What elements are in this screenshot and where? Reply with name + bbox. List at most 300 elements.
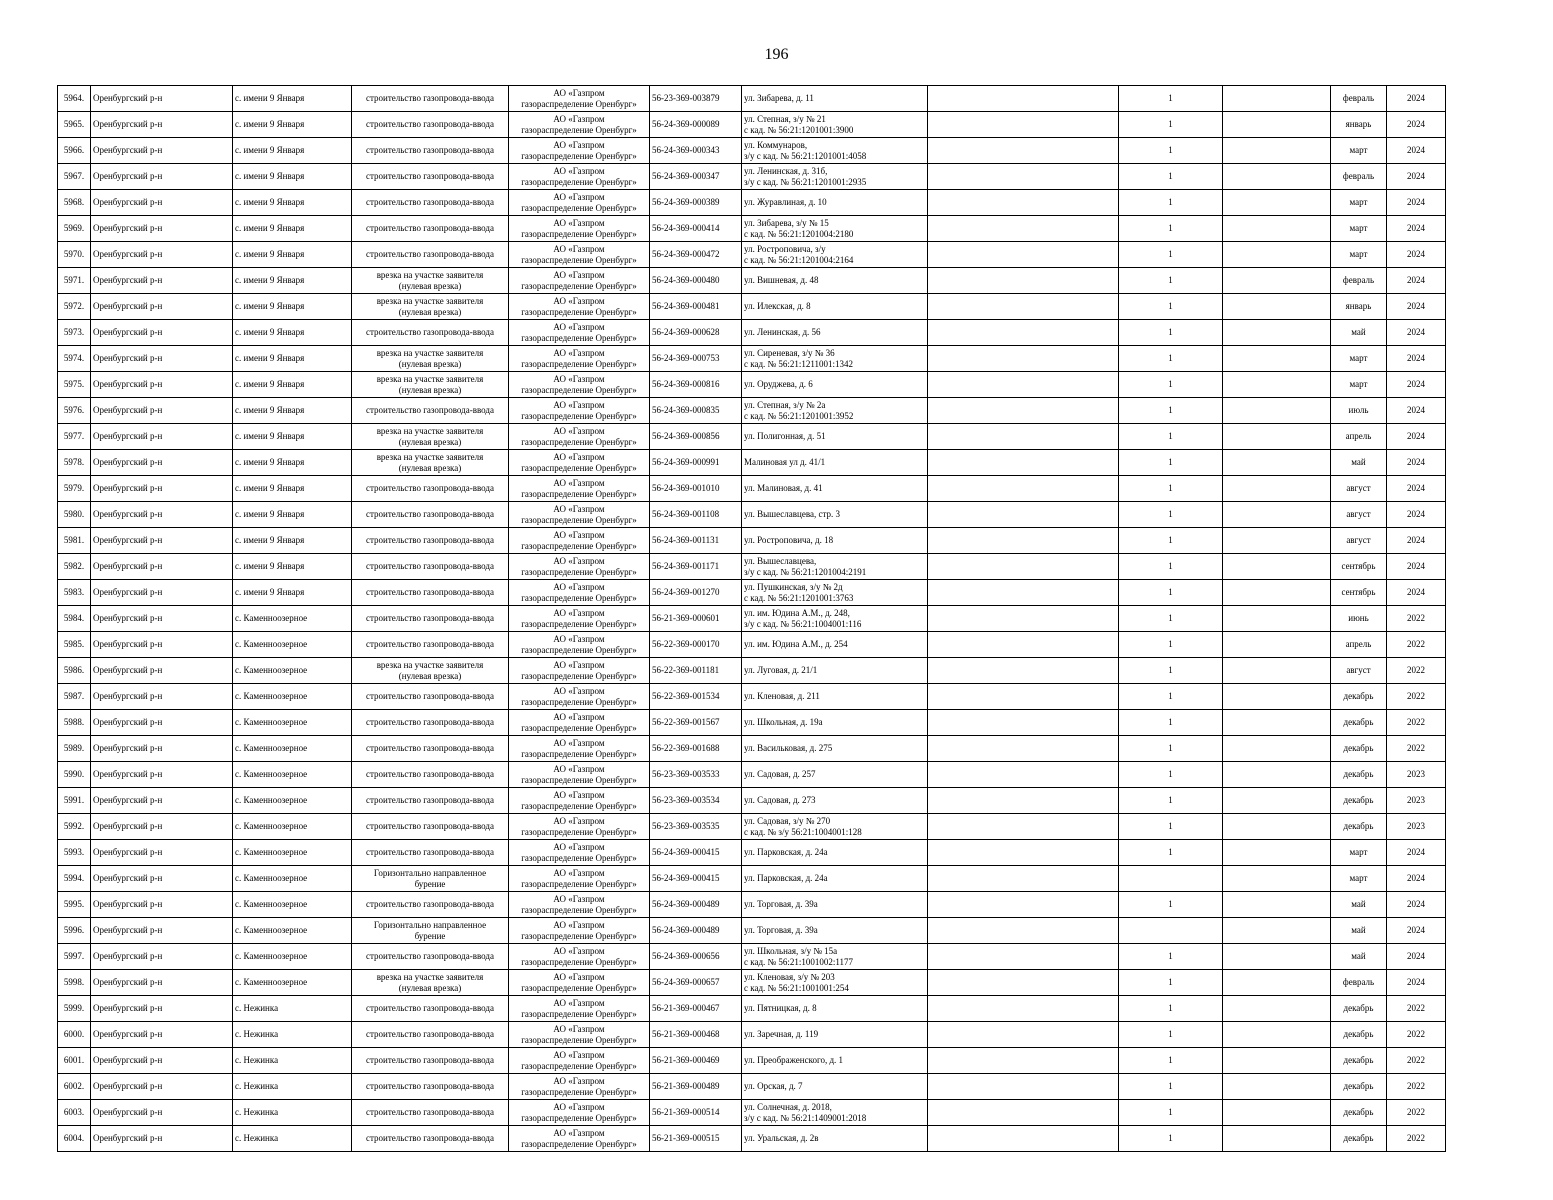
district-cell: Оренбургский р-н (91, 1100, 233, 1126)
address-cell-line: ул. Илекская, д. 8 (744, 301, 811, 311)
address-cell-line: с кад. № 56:21:1201001:3763 (744, 592, 854, 603)
empty-cell (1223, 268, 1331, 294)
table-row (58, 892, 1446, 918)
address-cell (742, 1074, 928, 1100)
settlement-cell: с. Каменноозерное (233, 658, 352, 684)
address-cell (742, 762, 928, 788)
work-type-cell-line: бурение (414, 878, 446, 889)
month-cell: май (1331, 944, 1387, 970)
organization-cell (509, 424, 650, 450)
organization-cell (509, 138, 650, 164)
year-cell: 2024 (1387, 216, 1446, 242)
quantity-cell: 1 (1119, 1100, 1223, 1126)
month-cell: сентябрь (1331, 580, 1387, 606)
organization-cell-line: газораспределение Оренбург» (521, 1138, 637, 1149)
table-row (58, 632, 1446, 658)
work-type-cell (352, 216, 509, 242)
address-cell (742, 788, 928, 814)
month-cell: март (1331, 190, 1387, 216)
work-type-cell-line: строительство газопровода-ввода (366, 119, 494, 129)
month-cell: июнь (1331, 606, 1387, 632)
table-row (58, 788, 1446, 814)
application-code-cell: 56-21-369-000469 (650, 1048, 742, 1074)
work-type-cell-line: строительство газопровода-ввода (366, 1029, 494, 1039)
year-cell: 2024 (1387, 242, 1446, 268)
application-code-cell: 56-21-369-000515 (650, 1126, 742, 1152)
organization-cell-line: газораспределение Оренбург» (521, 384, 637, 395)
table-row (58, 320, 1446, 346)
quantity-cell: 1 (1119, 346, 1223, 372)
district-cell: Оренбургский р-н (91, 736, 233, 762)
address-cell (742, 684, 928, 710)
organization-cell-line: АО «Газпром (553, 1101, 605, 1112)
empty-cell (1223, 762, 1331, 788)
row-number: 5992. (58, 814, 91, 840)
work-type-cell-line: строительство газопровода-ввода (366, 847, 494, 857)
year-cell: 2024 (1387, 450, 1446, 476)
year-cell: 2024 (1387, 86, 1446, 112)
quantity-cell: 1 (1119, 1048, 1223, 1074)
district-cell: Оренбургский р-н (91, 190, 233, 216)
address-cell (742, 268, 928, 294)
address-cell-line: ул. Заречная, д. 119 (744, 1029, 819, 1039)
year-cell: 2024 (1387, 840, 1446, 866)
district-cell: Оренбургский р-н (91, 320, 233, 346)
month-cell: февраль (1331, 268, 1387, 294)
empty-cell (1223, 450, 1331, 476)
month-cell: март (1331, 866, 1387, 892)
year-cell: 2024 (1387, 528, 1446, 554)
work-type-cell (352, 710, 509, 736)
quantity-cell: 1 (1119, 502, 1223, 528)
address-cell-line: с кад. № 56:21:1201001:3952 (744, 410, 854, 421)
organization-cell (509, 112, 650, 138)
settlement-cell: с. Каменноозерное (233, 814, 352, 840)
year-cell: 2024 (1387, 190, 1446, 216)
organization-cell-line: АО «Газпром (553, 659, 605, 670)
settlement-cell: с. Каменноозерное (233, 918, 352, 944)
quantity-cell: 1 (1119, 216, 1223, 242)
address-cell (742, 1100, 928, 1126)
organization-cell-line: АО «Газпром (553, 139, 605, 150)
address-cell-line: ул. Ростроповича, д. 18 (744, 535, 834, 545)
empty-cell (928, 580, 1119, 606)
empty-cell (1223, 684, 1331, 710)
month-cell: декабрь (1331, 996, 1387, 1022)
application-code-cell: 56-24-369-000489 (650, 892, 742, 918)
work-type-cell-line: строительство газопровода-ввода (366, 1055, 494, 1065)
organization-cell-line: газораспределение Оренбург» (521, 98, 637, 109)
organization-cell-line: АО «Газпром (553, 971, 605, 982)
work-type-cell (352, 476, 509, 502)
work-type-cell-line: строительство газопровода-ввода (366, 639, 494, 649)
empty-cell (1223, 944, 1331, 970)
year-cell: 2022 (1387, 1022, 1446, 1048)
district-cell: Оренбургский р-н (91, 840, 233, 866)
settlement-cell: с. имени 9 Января (233, 580, 352, 606)
empty-cell (928, 684, 1119, 710)
organization-cell-line: АО «Газпром (553, 1075, 605, 1086)
district-cell: Оренбургский р-н (91, 138, 233, 164)
district-cell: Оренбургский р-н (91, 788, 233, 814)
district-cell: Оренбургский р-н (91, 554, 233, 580)
address-cell-line: ул. Кленовая, д. 211 (744, 691, 820, 701)
organization-cell-line: газораспределение Оренбург» (521, 618, 637, 629)
application-code-cell: 56-21-369-000601 (650, 606, 742, 632)
month-cell: декабрь (1331, 1126, 1387, 1152)
month-cell: август (1331, 658, 1387, 684)
work-type-cell (352, 814, 509, 840)
address-cell-line: ул. Пятницкая, д. 8 (744, 1003, 817, 1013)
address-cell-line: ул. Пушкинская, з/у № 2д (744, 581, 843, 592)
organization-cell-line: газораспределение Оренбург» (521, 800, 637, 811)
organization-cell (509, 918, 650, 944)
organization-cell-line: газораспределение Оренбург» (521, 462, 637, 473)
organization-cell-line: газораспределение Оренбург» (521, 332, 637, 343)
address-cell (742, 138, 928, 164)
empty-cell (1223, 86, 1331, 112)
application-code-cell: 56-23-369-003535 (650, 814, 742, 840)
district-cell: Оренбургский р-н (91, 242, 233, 268)
row-number: 5986. (58, 658, 91, 684)
empty-cell (928, 190, 1119, 216)
quantity-cell: 1 (1119, 840, 1223, 866)
empty-cell (928, 320, 1119, 346)
row-number: 5995. (58, 892, 91, 918)
district-cell: Оренбургский р-н (91, 424, 233, 450)
empty-cell (1223, 346, 1331, 372)
row-number: 5967. (58, 164, 91, 190)
month-cell: декабрь (1331, 684, 1387, 710)
work-type-cell-line: строительство газопровода-ввода (366, 717, 494, 727)
empty-cell (1223, 1074, 1331, 1100)
month-cell: февраль (1331, 970, 1387, 996)
year-cell: 2024 (1387, 398, 1446, 424)
application-code-cell: 56-21-369-000489 (650, 1074, 742, 1100)
address-cell-line: ул. Степная, з/у № 2а (744, 399, 826, 410)
organization-cell (509, 450, 650, 476)
settlement-cell: с. Каменноозерное (233, 944, 352, 970)
application-code-cell: 56-24-369-001131 (650, 528, 742, 554)
address-cell-line: ул. Торговая, д. 39а (744, 899, 818, 909)
address-cell (742, 580, 928, 606)
month-cell: январь (1331, 112, 1387, 138)
address-cell-line: с кад. № 56:21:1001002:1177 (744, 956, 854, 967)
address-cell (742, 164, 928, 190)
table-row (58, 112, 1446, 138)
work-type-cell (352, 788, 509, 814)
empty-cell (928, 814, 1119, 840)
work-type-cell (352, 1074, 509, 1100)
organization-cell-line: АО «Газпром (553, 217, 605, 228)
organization-cell-line: газораспределение Оренбург» (521, 228, 637, 239)
row-number: 5988. (58, 710, 91, 736)
quantity-cell: 1 (1119, 710, 1223, 736)
application-code-cell: 56-24-369-000656 (650, 944, 742, 970)
quantity-cell: 1 (1119, 528, 1223, 554)
address-cell-line: з/у с кад. № 56:21:1004001:116 (744, 618, 862, 629)
empty-cell (1223, 580, 1331, 606)
row-number: 5989. (58, 736, 91, 762)
address-cell-line: с кад. № 56:21:1001001:254 (744, 982, 849, 993)
row-number: 5996. (58, 918, 91, 944)
work-type-cell-line: строительство газопровода-ввода (366, 1003, 494, 1013)
organization-cell (509, 528, 650, 554)
empty-cell (928, 164, 1119, 190)
year-cell: 2024 (1387, 294, 1446, 320)
empty-cell (1223, 866, 1331, 892)
row-number: 5966. (58, 138, 91, 164)
district-cell: Оренбургский р-н (91, 684, 233, 710)
work-type-cell (352, 632, 509, 658)
application-code-cell: 56-24-369-000343 (650, 138, 742, 164)
year-cell: 2023 (1387, 762, 1446, 788)
application-code-cell: 56-23-369-003533 (650, 762, 742, 788)
year-cell: 2024 (1387, 502, 1446, 528)
organization-cell-line: АО «Газпром (553, 763, 605, 774)
empty-cell (1223, 970, 1331, 996)
settlement-cell: с. Нежинка (233, 1074, 352, 1100)
organization-cell-line: АО «Газпром (553, 477, 605, 488)
address-cell-line: ул. им. Юдина А.М., д. 248, (744, 607, 850, 618)
organization-cell-line: газораспределение Оренбург» (521, 982, 637, 993)
table-row (58, 346, 1446, 372)
empty-cell (928, 1022, 1119, 1048)
year-cell: 2024 (1387, 372, 1446, 398)
organization-cell-line: АО «Газпром (553, 451, 605, 462)
address-cell-line: ул. Садовая, д. 273 (744, 795, 816, 805)
empty-cell (928, 528, 1119, 554)
application-code-cell: 56-24-369-000472 (650, 242, 742, 268)
row-number: 5993. (58, 840, 91, 866)
month-cell: май (1331, 450, 1387, 476)
district-cell: Оренбургский р-н (91, 398, 233, 424)
work-type-cell (352, 86, 509, 112)
year-cell: 2024 (1387, 476, 1446, 502)
table-row (58, 840, 1446, 866)
empty-cell (1223, 138, 1331, 164)
month-cell: май (1331, 892, 1387, 918)
empty-cell (1223, 372, 1331, 398)
work-type-cell-line: строительство газопровода-ввода (366, 535, 494, 545)
organization-cell-line: АО «Газпром (553, 529, 605, 540)
organization-cell-line: газораспределение Оренбург» (521, 748, 637, 759)
settlement-cell: с. имени 9 Января (233, 372, 352, 398)
work-type-cell-line: строительство газопровода-ввода (366, 197, 494, 207)
settlement-cell: с. имени 9 Января (233, 216, 352, 242)
organization-cell-line: газораспределение Оренбург» (521, 930, 637, 941)
settlement-cell: с. Каменноозерное (233, 684, 352, 710)
settlement-cell: с. Каменноозерное (233, 892, 352, 918)
organization-cell (509, 944, 650, 970)
work-type-cell (352, 450, 509, 476)
organization-cell-line: АО «Газпром (553, 503, 605, 514)
address-cell (742, 450, 928, 476)
quantity-cell: 1 (1119, 294, 1223, 320)
district-cell: Оренбургский р-н (91, 944, 233, 970)
address-cell-line: ул. Вышеславцева, (744, 555, 817, 566)
work-type-cell (352, 1048, 509, 1074)
table-row (58, 658, 1446, 684)
month-cell: декабрь (1331, 1048, 1387, 1074)
work-type-cell-line: (нулевая врезка) (398, 306, 462, 317)
table-row (58, 606, 1446, 632)
quantity-cell: 1 (1119, 970, 1223, 996)
row-number: 5978. (58, 450, 91, 476)
month-cell: декабрь (1331, 762, 1387, 788)
application-code-cell: 56-24-369-001108 (650, 502, 742, 528)
organization-cell-line: газораспределение Оренбург» (521, 774, 637, 785)
organization-cell (509, 164, 650, 190)
settlement-cell: с. имени 9 Января (233, 450, 352, 476)
organization-cell-line: АО «Газпром (553, 945, 605, 956)
address-cell-line: ул. Садовая, з/у № 270 (744, 815, 831, 826)
table-row (58, 372, 1446, 398)
work-type-cell (352, 528, 509, 554)
work-type-cell (352, 684, 509, 710)
organization-cell-line: АО «Газпром (553, 867, 605, 878)
year-cell: 2024 (1387, 970, 1446, 996)
work-type-cell-line: врезка на участке заявителя (376, 451, 484, 462)
organization-cell-line: АО «Газпром (553, 113, 605, 124)
organization-cell-line: газораспределение Оренбург» (521, 540, 637, 551)
table-row (58, 918, 1446, 944)
settlement-cell: с. Нежинка (233, 1100, 352, 1126)
empty-cell (1223, 1100, 1331, 1126)
table-row (58, 86, 1446, 112)
organization-cell-line: газораспределение Оренбург» (521, 956, 637, 967)
year-cell: 2024 (1387, 944, 1446, 970)
work-type-cell-line: строительство газопровода-ввода (366, 171, 494, 181)
district-cell: Оренбургский р-н (91, 1022, 233, 1048)
work-type-cell-line: врезка на участке заявителя (376, 347, 484, 358)
organization-cell (509, 216, 650, 242)
application-code-cell: 56-24-369-000481 (650, 294, 742, 320)
organization-cell-line: газораспределение Оренбург» (521, 410, 637, 421)
work-type-cell-line: строительство газопровода-ввода (366, 483, 494, 493)
quantity-cell: 1 (1119, 1074, 1223, 1100)
table-row (58, 684, 1446, 710)
application-code-cell: 56-21-369-000467 (650, 996, 742, 1022)
address-cell (742, 632, 928, 658)
address-cell-line: с кад. № 56:21:1201004:2180 (744, 228, 854, 239)
table-row (58, 736, 1446, 762)
quantity-cell: 1 (1119, 814, 1223, 840)
empty-cell (928, 1048, 1119, 1074)
row-number: 5972. (58, 294, 91, 320)
organization-cell (509, 840, 650, 866)
year-cell: 2024 (1387, 918, 1446, 944)
organization-cell (509, 580, 650, 606)
application-code-cell: 56-24-369-000347 (650, 164, 742, 190)
address-cell (742, 372, 928, 398)
empty-cell (928, 762, 1119, 788)
settlement-cell: с. имени 9 Января (233, 476, 352, 502)
district-cell: Оренбургский р-н (91, 346, 233, 372)
work-type-cell (352, 866, 509, 892)
work-type-cell (352, 190, 509, 216)
settlement-cell: с. имени 9 Января (233, 554, 352, 580)
empty-cell (928, 86, 1119, 112)
address-cell (742, 944, 928, 970)
application-code-cell: 56-22-369-000170 (650, 632, 742, 658)
organization-cell-line: газораспределение Оренбург» (521, 176, 637, 187)
address-cell-line: с кад. № з/у 56:21:1004001:128 (744, 826, 862, 837)
address-cell-line: з/у с кад. № 56:21:1201001:2935 (744, 176, 867, 187)
district-cell: Оренбургский р-н (91, 814, 233, 840)
organization-cell (509, 1126, 650, 1152)
district-cell: Оренбургский р-н (91, 658, 233, 684)
empty-cell (1223, 996, 1331, 1022)
address-cell-line: ул. Сиреневая, з/у № 36 (744, 347, 835, 358)
organization-cell-line: газораспределение Оренбург» (521, 826, 637, 837)
month-cell: август (1331, 528, 1387, 554)
month-cell: сентябрь (1331, 554, 1387, 580)
organization-cell-line: АО «Газпром (553, 321, 605, 332)
district-cell: Оренбургский р-н (91, 1074, 233, 1100)
organization-cell (509, 398, 650, 424)
address-cell (742, 866, 928, 892)
row-number: 5975. (58, 372, 91, 398)
organization-cell (509, 268, 650, 294)
quantity-cell: 1 (1119, 580, 1223, 606)
row-number: 5968. (58, 190, 91, 216)
organization-cell-line: АО «Газпром (553, 425, 605, 436)
empty-cell (1223, 242, 1331, 268)
work-type-cell-line: строительство газопровода-ввода (366, 951, 494, 961)
organization-cell-line: АО «Газпром (553, 581, 605, 592)
work-type-cell (352, 138, 509, 164)
empty-cell (1223, 112, 1331, 138)
organization-cell-line: газораспределение Оренбург» (521, 852, 637, 863)
district-cell: Оренбургский р-н (91, 970, 233, 996)
empty-cell (928, 554, 1119, 580)
work-type-cell-line: врезка на участке заявителя (376, 971, 484, 982)
settlement-cell: с. Нежинка (233, 996, 352, 1022)
empty-cell (1223, 736, 1331, 762)
work-type-cell (352, 268, 509, 294)
district-cell: Оренбургский р-н (91, 762, 233, 788)
settlement-cell: с. имени 9 Января (233, 528, 352, 554)
row-number: 6004. (58, 1126, 91, 1152)
address-cell-line: с кад. № 56:21:1201001:3900 (744, 124, 854, 135)
address-cell-line: ул. Ленинская, д. 56 (744, 327, 821, 337)
work-type-cell-line: строительство газопровода-ввода (366, 743, 494, 753)
empty-cell (928, 138, 1119, 164)
organization-cell (509, 320, 650, 346)
settlement-cell: с. имени 9 Января (233, 164, 352, 190)
quantity-cell: 1 (1119, 606, 1223, 632)
empty-cell (928, 736, 1119, 762)
organization-cell-line: АО «Газпром (553, 633, 605, 644)
organization-cell (509, 554, 650, 580)
empty-cell (928, 996, 1119, 1022)
work-type-cell (352, 164, 509, 190)
year-cell: 2024 (1387, 320, 1446, 346)
district-cell: Оренбургский р-н (91, 502, 233, 528)
organization-cell (509, 710, 650, 736)
address-cell (742, 710, 928, 736)
month-cell: февраль (1331, 164, 1387, 190)
application-code-cell: 56-24-369-000991 (650, 450, 742, 476)
organization-cell-line: газораспределение Оренбург» (521, 514, 637, 525)
empty-cell (928, 372, 1119, 398)
quantity-cell: 1 (1119, 112, 1223, 138)
quantity-cell: 1 (1119, 138, 1223, 164)
organization-cell-line: газораспределение Оренбург» (521, 904, 637, 915)
settlement-cell: с. имени 9 Января (233, 112, 352, 138)
quantity-cell (1119, 918, 1223, 944)
